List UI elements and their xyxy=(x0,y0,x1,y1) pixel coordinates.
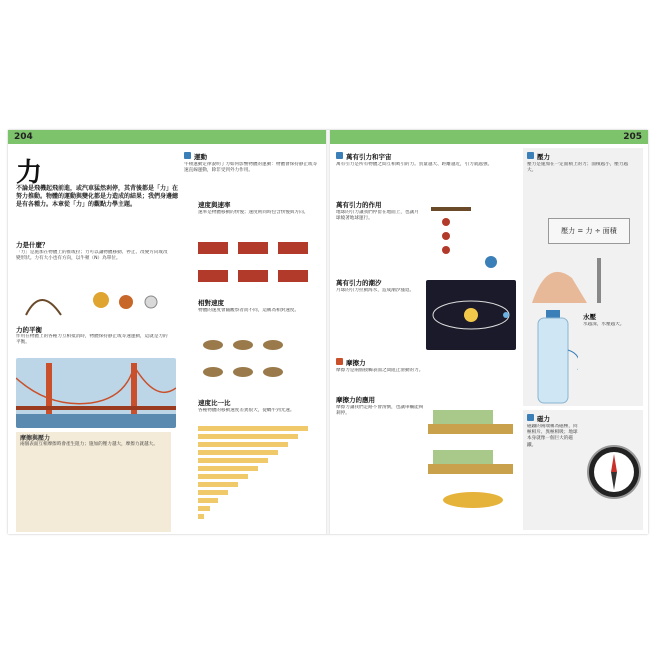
gravity-body: 萬有引力是所有物體之間互相吸引的力。質量越大、距離越近，引力就越強。 xyxy=(336,162,493,167)
speed-comparison-bars xyxy=(198,424,318,524)
motion-body: 牛頓運動定律說明了力如何影響物體的運動：物體會保持靜止或等速直線運動，除非受到外力作用。 xyxy=(184,162,318,174)
compass-icon xyxy=(586,422,642,522)
force-balance-heading: 力的平衡 xyxy=(16,326,42,334)
pressure-formula: 壓力 = 力 ÷ 面積 xyxy=(548,218,630,244)
magnetism-heading: 磁力 xyxy=(537,415,550,423)
force-balance-body: 作用在物體上的各種力互相抵消時，物體保持靜止或等速運動，這就是力的平衡。 xyxy=(16,334,168,346)
motion-icon xyxy=(184,152,191,159)
friction-left-heading: 摩擦與壓力 xyxy=(20,435,51,442)
magnetism-body: 磁鐵的兩端稱為磁極，同極相斥、異極相吸；地球本身就像一個巨大的磁鐵。 xyxy=(527,424,578,448)
speed-velocity-heading: 速度與速率 xyxy=(198,201,231,209)
friction-icon xyxy=(336,358,343,365)
bird-sequence-illustration xyxy=(198,330,318,390)
water-heading: 水壓 xyxy=(583,313,596,321)
motion-heading: 運動 xyxy=(194,153,207,161)
water-bottle-illustration xyxy=(528,310,578,405)
finger-press-illustration xyxy=(527,248,637,308)
friction-left-box xyxy=(16,432,171,532)
right-page-number: 205 xyxy=(623,132,642,142)
friction-left-body: 兩個表面互相摩擦時會產生阻力；施加的壓力越大，摩擦力就越大。 xyxy=(20,442,158,448)
speed-velocity-body: 速率是物體移動的快慢；速度則同時包含快慢與方向。 xyxy=(198,210,309,215)
apple-fall-illustration xyxy=(426,202,516,272)
gravity-heading: 萬有引力和宇宙 xyxy=(346,153,392,161)
speed-table-body: 各種物體的移動速度差異很大，從蝸牛到光速。 xyxy=(198,408,295,413)
what-is-force-heading: 力是什麼？ xyxy=(16,241,49,249)
car-sequence-illustration xyxy=(198,232,318,292)
pressure-heading: 壓力 xyxy=(537,153,550,161)
orbit-illustration xyxy=(426,280,516,350)
left-page-header xyxy=(8,130,326,144)
tides-heading: 萬有引力的潮汐 xyxy=(336,279,382,287)
relative-speed-body: 物體的速度會隨觀察者而不同，這稱為相對速度。 xyxy=(198,308,300,313)
what-is-force-body: 「力」是施加在物體上的推或拉；力可以讓物體移動、停止、改變方向或改變形狀。力有大小也有方向，以牛頓（N）為單位。 xyxy=(16,250,168,262)
friction-sub-heading: 摩擦力的應用 xyxy=(336,396,375,404)
friction-sub-body: 摩擦力讓我們走路不會滑倒，也讓車輛能夠剎停。 xyxy=(336,405,424,417)
water-body: 水越深，水壓越大。 xyxy=(583,322,625,327)
pressure-body: 壓力是施加在一定面積上的力；面積越小，壓力越大。 xyxy=(527,162,629,174)
chapter-title: 力 xyxy=(16,158,43,188)
bridge-illustration xyxy=(16,358,176,428)
friction-body: 摩擦力是兩個接觸表面之間阻止滑動的力。 xyxy=(336,368,424,373)
chapter-intro: 不論是飛機起飛前進，或汽車猛然剎停，其背後都是「力」在努力推動。物體的運動與變化都是力造成的結果；我們身邊總是有各種力。本章從「力」的觀點力學主題。 xyxy=(16,185,179,208)
relative-speed-heading: 相對速度 xyxy=(198,299,224,307)
pressure-icon xyxy=(527,152,534,159)
friction-blocks-illustration xyxy=(428,400,518,520)
gravity-sub-body: 地球的引力讓我們停留在地面上，也讓月球繞著地球運行。 xyxy=(336,210,419,222)
friction-heading: 摩擦力 xyxy=(346,359,366,367)
archer-illustration xyxy=(16,280,166,320)
left-page-number: 204 xyxy=(14,132,33,142)
tides-body: 月球的引力拉動海水，造成潮汐漲退。 xyxy=(336,288,415,293)
right-page-header xyxy=(330,130,648,144)
gravity-icon xyxy=(336,152,343,159)
speed-table-heading: 速度比一比 xyxy=(198,399,231,407)
gravity-sub-heading: 萬有引力的作用 xyxy=(336,201,382,209)
magnetism-icon xyxy=(527,414,534,421)
book-spread xyxy=(8,130,648,534)
book-gutter xyxy=(326,130,330,534)
